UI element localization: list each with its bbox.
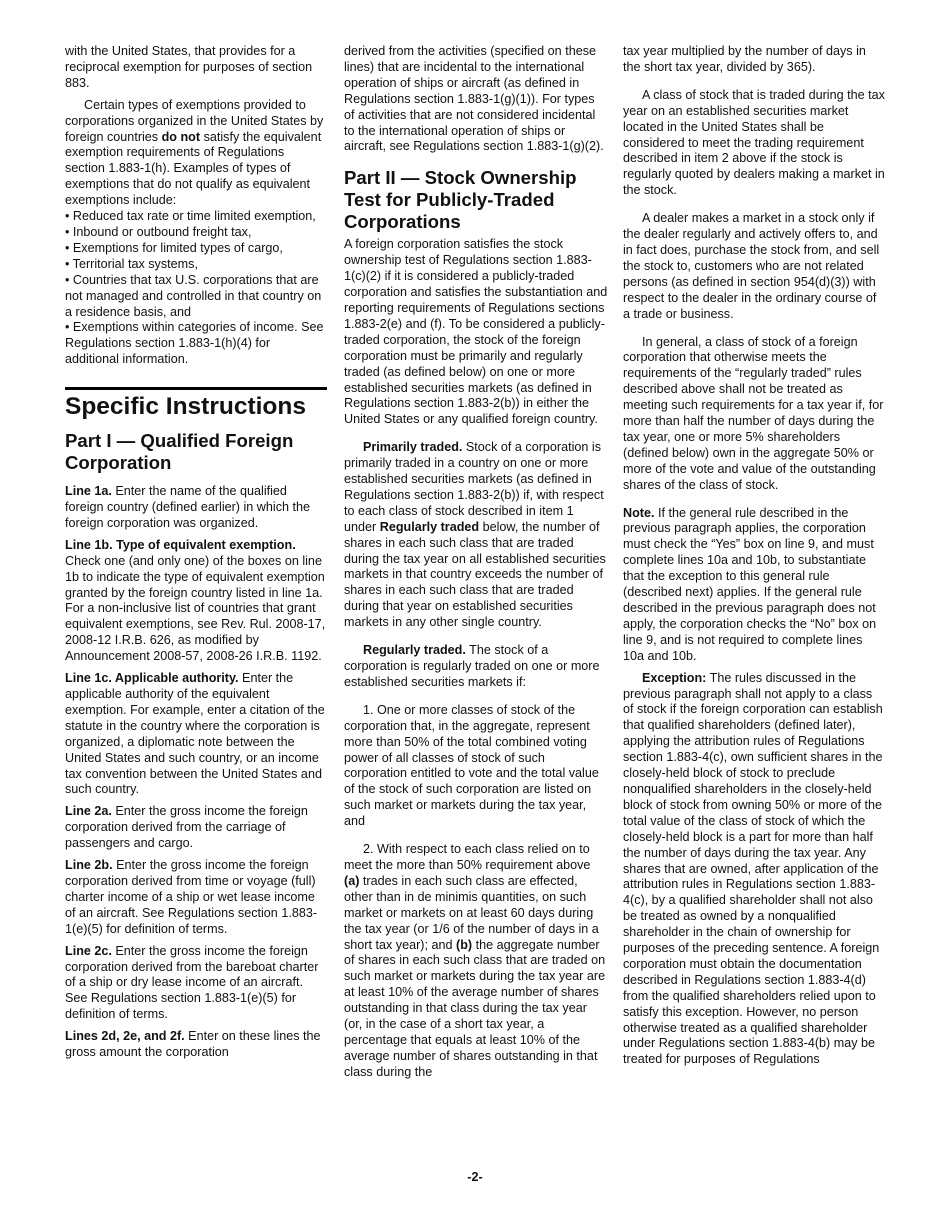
- line-1a: Line 1a. Enter the name of the qualified foreign country (defined earlier) in which the foreign corporation was organized.: [65, 484, 311, 530]
- list-item: • Exemptions within categories of income. See Regulations section 1.883-1(h)(4) for additional information.: [65, 320, 324, 367]
- paragraph-general-rule: In general, a class of stock of a foreign corporation that otherwise meets the requirements of the “regularly traded” rules described above shall not be treated as meeting such requirements for a tax year if, for more than half the number of days during the tax year, one or more 5% shareholders (defined below) own in the aggregate 50% or more of the vote and value of the outstanding shares of the class of stock.: [623, 334, 884, 492]
- list-item: • Territorial tax systems,: [65, 256, 198, 271]
- paragraph-class-of-stock: A class of stock that is traded during the tax year on an established securities market located in the United States shall be considered to meet the trading requirement described in item 2 above if the stock is regularly quoted by dealers making a market in the stock.: [623, 87, 885, 198]
- column-left: [65, 44, 327, 1067]
- page-number: -2-: [467, 1170, 483, 1184]
- list-item: • Countries that tax U.S. corporations that are not managed and controlled in that country on a residence basis, and: [65, 272, 322, 319]
- list-item-2: 2. With respect to each class relied on to meet the more than 50% requirement above (a) trades in each such class are effected, other than in de minimis quantities, on such market or markets on at least 60 days during the tax year (or 1/6 of the number of days in a short tax year); and (b) the aggregate number of shares in each such class that are traded on such market or markets during the tax year are at least 10% of the average number of shares outstanding in that class during the tax year (or, in the case of a short tax year, a percentage that equals at least 10% of the average number of shares outstanding in that class during the: [344, 842, 606, 1079]
- paragraph-reciprocal: with the United States, that provides for a reciprocal exemption for purposes of section 883.: [65, 44, 313, 90]
- list-item: • Exemptions for limited types of cargo,: [65, 240, 283, 255]
- line-1b: Line 1b. Type of equivalent exemption. Check one (and only one) of the boxes on line 1b to indicate the type of equivalent exemption granted by the foreign country listed in line 1a. For a non-inclusive list of countries that grant equivalent exemptions, see Rev. Rul. 2008-17, 2008-12 I.R.B. 626, as modified by Announcement 2008-57, 2008-26 I.R.B. 1192.: [65, 537, 326, 664]
- paragraph-primarily-traded: Primarily traded. Stock of a corporation is primarily traded in a country on one or more established securities markets (as defined in Regulations section 1.883-2(b)) if, with respect to each class of stock described in item 1 under Regularly traded below, the number of shares in each such class that are traded during the tax year on all established securities markets in that country exceeds the number of shares in each such class that are traded during that year on established securities markets in any other single country.: [344, 440, 606, 630]
- list-item: • Reduced tax rate or time limited exemption,: [65, 209, 316, 224]
- paragraph-regularly-traded: Regularly traded. The stock of a corporation is regularly traded on one or more established securities markets if:: [344, 643, 600, 689]
- paragraph-exemption-types: Certain types of exemptions provided to corporations organized in the United States by foreign countries do not satisfy the equivalent exemption requirements of Regulations section 1.883-1(h). Examples of types of exemptions that do not qualify as equivalent exemptions include:: [65, 97, 324, 208]
- paragraph-stock-ownership-test: A foreign corporation satisfies the stock ownership test of Regulations section 1.883-1(c)(2) if it is considered a publicly-traded corporation and satisfies the substantiation and reporting requirements of Regulations sections 1.883-2(e) and (f). To be considered a publicly-traded corporation, the stock of the foreign corporation must be primarily and regularly traded (as defined below) on one or more established securities markets (as defined in Regulations section 1.883-2(b)) in either the United States or any qualified foreign country.: [344, 237, 608, 427]
- list-item-1: 1. One or more classes of stock of the corporation that, in the aggregate, represent more than 50% of the total combined voting power of all classes of stock of such corporation entitled to vote and the total value of the stock of such corporation are listed on such market or markets during the tax year, and: [344, 702, 599, 829]
- paragraph-exception: Exception: The rules discussed in the previous paragraph shall not apply to a class of stock if the foreign corporation can establish that qualified shareholders (defined later), applying the attribution rules of Regulations section 1.883-4(c), own sufficient shares in the closely-held block of stock to preclude nonqualified shareholders in the closely-held block of stock from owning 50% or more of the total value of the class of stock of which the closely-held block is a part for more than half the number of days during the tax year. Any shares that are owned, after application of the attribution rules in Regulations section 1.883-4(c), by a qualified shareholder shall not also be treated as owned by a nonqualified shareholder in the chain of ownership for purposes of the preceding sentence. A foreign corporation must obtain the documentation described in Regulations section 1.883-4(d) from the qualified shareholders relied upon to satisfy this exception. However, no person otherwise treated as a qualified shareholder under Regulations section 1.883-4(b) may be treated for purposes of Regulations: [623, 670, 883, 1067]
- paragraph-short-tax-year: tax year multiplied by the number of days in the short tax year, divided by 365).: [623, 44, 866, 74]
- paragraph-incidental-activities: derived from the activities (specified on these lines) that are incidental to the international operation of ships or aircraft (as defined in Regulations section 1.883-1(g)(1)). For types of activities that are not considered incidental to the international operation of ships or aircraft, see Regulations section 1.883-1(g)(2).: [344, 44, 604, 154]
- column-middle: [344, 44, 608, 1087]
- line-2a: Line 2a. Enter the gross income the foreign corporation derived from the carriage of passengers and cargo.: [65, 804, 308, 851]
- column-right: [623, 44, 885, 1074]
- paragraph-dealer: A dealer makes a market in a stock only if the dealer regularly and actively offers to, and in fact does, purchase the stock from, and sell the stock to, customers who are not related persons (as defined in section 954(d)(3)) with respect to the dealer in the ordinary course of a trade or business.: [623, 211, 880, 321]
- lines-2d-2e-2f: Lines 2d, 2e, and 2f. Enter on these lines the gross amount the corporation: [65, 1029, 321, 1060]
- list-item: • Inbound or outbound freight tax,: [65, 224, 252, 239]
- line-1c: Line 1c. Applicable authority. Enter the applicable authority of the equivalent exemption. For example, enter a citation of the statute in the country where the corporation is organized, a diplomatic note between the United States and such country, or an income tax convention between the United States and such country.: [65, 671, 325, 797]
- heading-part-1: Part I — Qualified Foreign Corporation: [65, 430, 294, 474]
- exemption-bullet-list: [65, 209, 327, 368]
- heading-part-2: Part II — Stock Ownership Test for Publicly-Traded Corporations: [344, 167, 577, 233]
- line-2c: Line 2c. Enter the gross income the foreign corporation derived from the bareboat charter of a ship or dry lease income of an aircraft. See Regulations section 1.883-1(e)(5) for definition of terms.: [65, 943, 319, 1022]
- paragraph-note: Note. If the general rule described in the previous paragraph applies, the corporation must check the “Yes” box on line 9, and must complete lines 10a and 10b, to substantiate that the exception to this general rule (described next) applies. If the general rule described in the previous paragraph does not apply, the corporation checks the “No” box on line 9, and is not required to complete lines 10a and 10b.: [623, 505, 877, 663]
- line-2b: Line 2b. Enter the gross income the foreign corporation derived from time or voyage (full) charter income of a ship or wet lease income of an aircraft. See Regulations section 1.883-1(e)(5) for definition of terms.: [65, 858, 318, 936]
- heading-specific-instructions: Specific Instructions: [65, 393, 306, 421]
- section-rule: [65, 387, 327, 390]
